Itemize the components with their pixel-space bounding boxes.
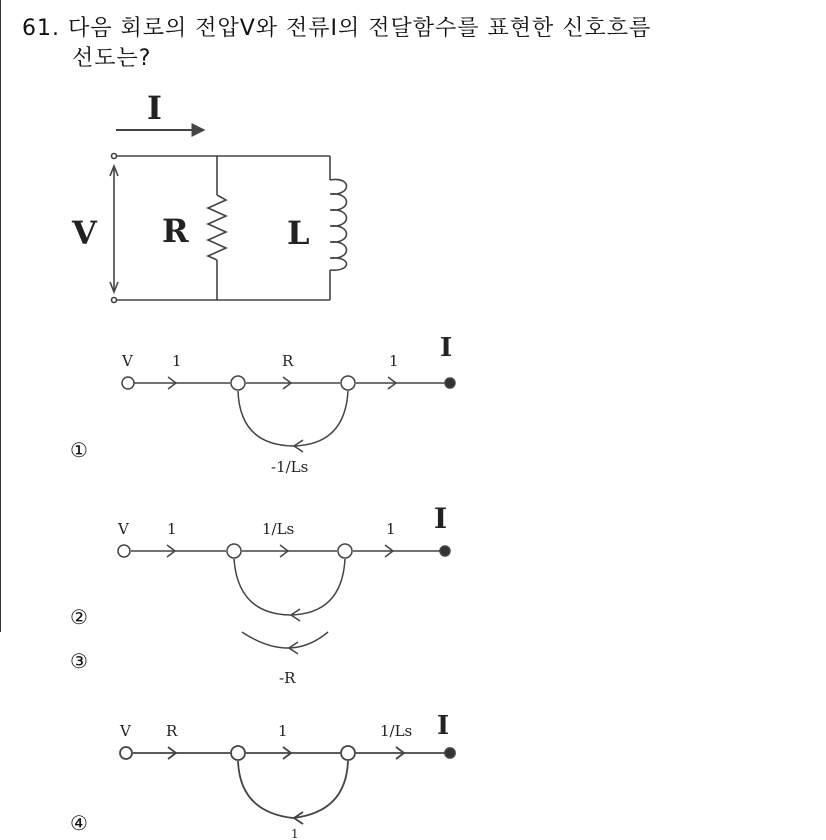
opt4-branch-2-label: 1	[278, 722, 288, 740]
node	[227, 544, 241, 558]
opt4-branch-1-label: R	[166, 722, 178, 740]
question-number: 61.	[22, 16, 60, 41]
node	[445, 748, 455, 758]
opt2-branch-3-label: 1	[386, 520, 396, 538]
terminal-top	[112, 154, 117, 159]
option-2-signal-flow-graph	[118, 544, 450, 654]
option-1-signal-flow-graph	[122, 376, 455, 452]
node	[440, 546, 450, 556]
node	[341, 746, 355, 760]
feedback-loop	[234, 559, 345, 615]
resistor-branch	[208, 156, 226, 300]
feedback-loop	[238, 761, 348, 818]
option-1-marker[interactable]: ①	[70, 438, 88, 462]
opt4-branch-3-label: 1/Ls	[380, 722, 413, 740]
option-2-marker[interactable]: ②	[70, 605, 88, 629]
feedback-loop	[238, 391, 348, 446]
node	[231, 746, 245, 760]
option-4-signal-flow-graph	[120, 746, 455, 824]
node	[122, 377, 134, 389]
inductor-branch	[330, 156, 347, 300]
node	[445, 378, 455, 388]
node	[341, 376, 355, 390]
inductor-label: L	[287, 214, 310, 252]
terminal-bottom	[112, 298, 117, 303]
node	[338, 544, 352, 558]
opt1-feedback-label: -1/Ls	[271, 458, 309, 476]
node	[118, 545, 130, 557]
opt4-output-label: I	[437, 711, 450, 741]
opt2-output-label: I	[434, 502, 448, 535]
feedback-loop-partial	[242, 632, 328, 648]
current-label: I	[147, 89, 162, 127]
opt2-feedback-label: -R	[279, 669, 296, 687]
opt1-branch-1-label: 1	[172, 352, 182, 370]
opt4-input-label: V	[120, 722, 131, 740]
resistor-label: R	[162, 212, 189, 250]
rl-circuit	[110, 130, 347, 303]
opt1-branch-3-label: 1	[389, 352, 399, 370]
option-4-marker[interactable]: ④	[70, 811, 88, 835]
opt1-branch-2-label: R	[282, 352, 294, 370]
opt2-branch-1-label: 1	[167, 520, 177, 538]
voltage-label: V	[72, 214, 97, 252]
opt2-branch-2-label: 1/Ls	[262, 520, 295, 538]
option-3-marker[interactable]: ③	[70, 649, 88, 673]
inductor-symbol	[330, 179, 347, 270]
question-line-2: 선도는?	[72, 46, 152, 71]
question-line-1: 다음 회로의 전압V와 전류I의 전달함수를 표현한 신호흐름	[68, 16, 652, 41]
opt1-output-label: I	[440, 333, 453, 363]
node	[120, 747, 132, 759]
opt1-input-label: V	[122, 352, 133, 370]
opt2-input-label: V	[118, 520, 129, 538]
resistor-symbol	[208, 195, 226, 260]
opt4-feedback-label: 1	[291, 827, 299, 840]
node	[231, 376, 245, 390]
